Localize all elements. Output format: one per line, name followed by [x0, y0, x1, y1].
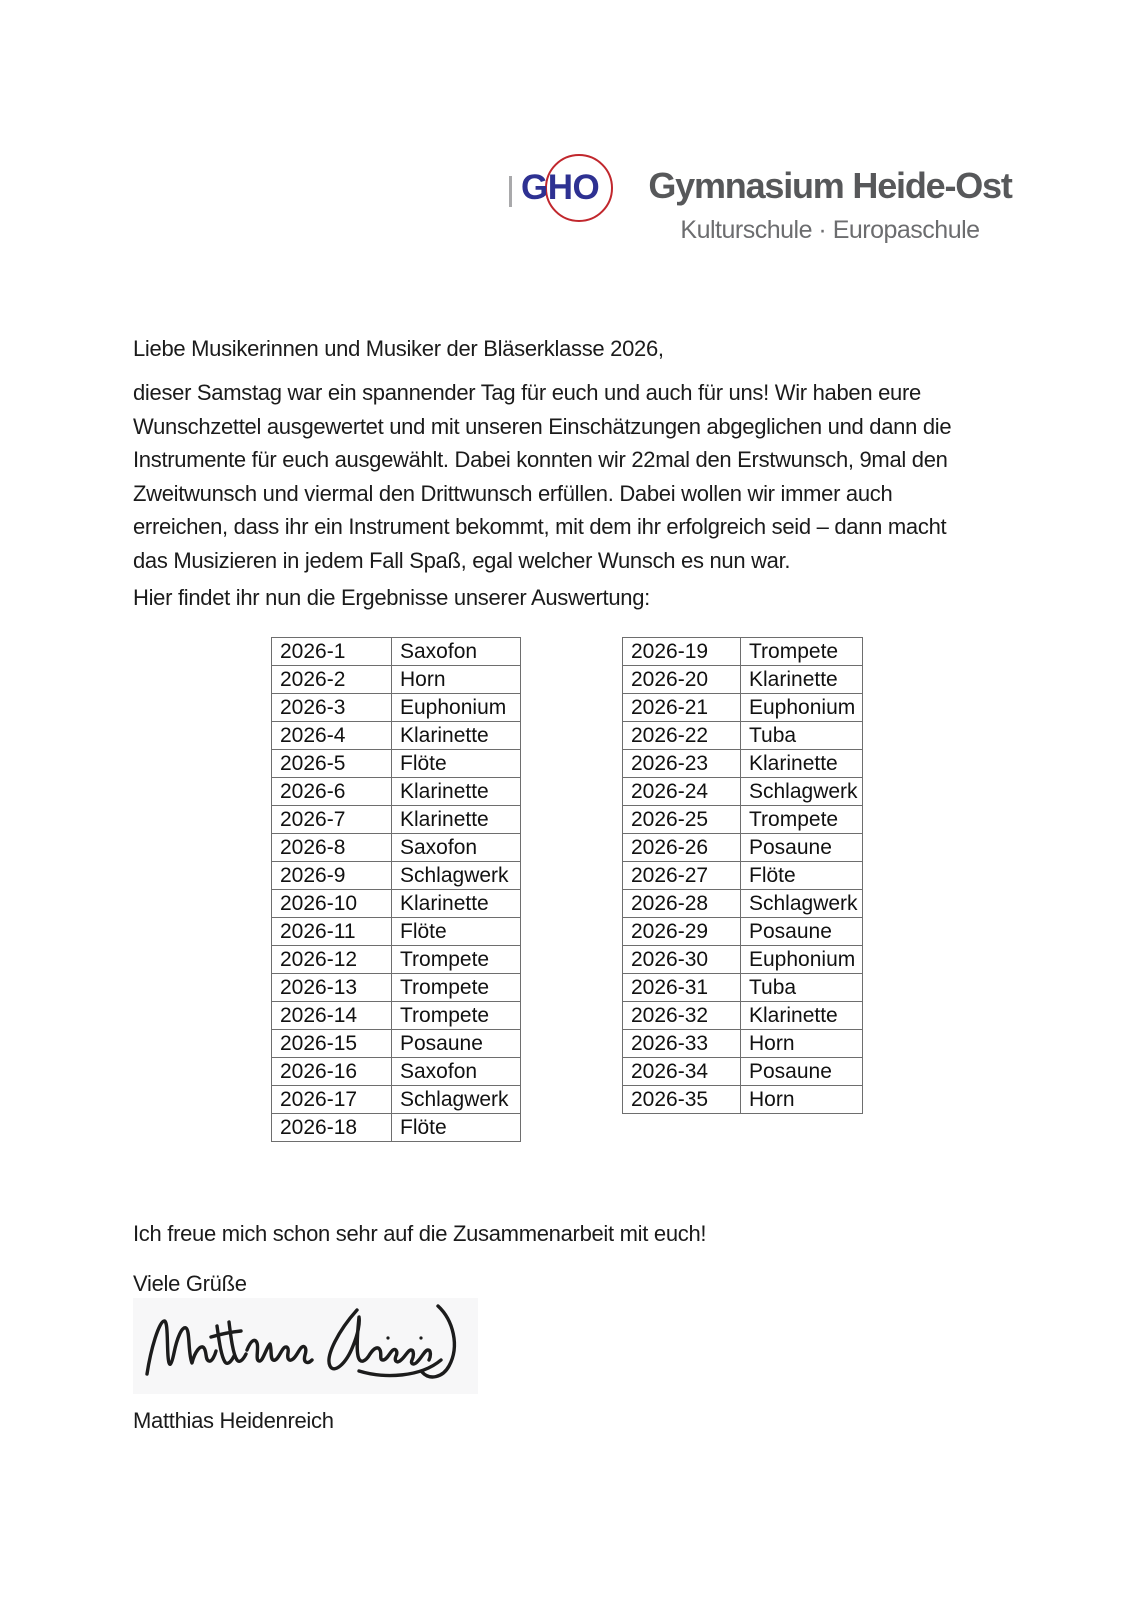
table-row — [623, 974, 863, 1002]
instrument-cell: Flöte — [392, 750, 521, 778]
paragraph-line: Wunschzettel ausgewertet und mit unseren Einschätzungen abgeglichen und dann die — [133, 413, 952, 439]
table-row — [272, 862, 521, 890]
instrument-cell: Schlagwerk — [392, 1086, 521, 1114]
student-id-cell: 2026-21 — [623, 694, 741, 722]
paragraph-line: Zweitwunsch und viermal den Drittwunsch erfüllen. Dabei wollen wir immer auch — [133, 480, 893, 506]
instrument-cell: Schlagwerk — [741, 778, 863, 806]
instrument-cell: Horn — [392, 666, 521, 694]
body-paragraph — [133, 376, 951, 577]
student-id-cell: 2026-2 — [272, 666, 392, 694]
table-row — [272, 918, 521, 946]
logo-divider-bar — [509, 176, 512, 207]
instrument-cell: Trompete — [392, 946, 521, 974]
instrument-cell: Trompete — [741, 806, 863, 834]
table-row — [272, 834, 521, 862]
instrument-cell: Klarinette — [392, 722, 521, 750]
table-row — [272, 1058, 521, 1086]
salutation: Liebe Musikerinnen und Musiker der Bläserklasse 2026, — [133, 336, 664, 361]
table-row — [623, 722, 863, 750]
table-row — [272, 778, 521, 806]
student-id-cell: 2026-32 — [623, 1002, 741, 1030]
table-row — [623, 918, 863, 946]
table-row — [623, 834, 863, 862]
student-id-cell: 2026-14 — [272, 1002, 392, 1030]
student-id-cell: 2026-26 — [623, 834, 741, 862]
instrument-cell: Horn — [741, 1030, 863, 1058]
instrument-cell: Trompete — [741, 638, 863, 666]
student-id-cell: 2026-35 — [623, 1086, 741, 1114]
table-row — [623, 750, 863, 778]
instrument-cell: Tuba — [741, 722, 863, 750]
table-row — [272, 694, 521, 722]
instrument-cell: Posaune — [392, 1030, 521, 1058]
instrument-cell: Posaune — [741, 918, 863, 946]
student-id-cell: 2026-3 — [272, 694, 392, 722]
student-id-cell: 2026-33 — [623, 1030, 741, 1058]
student-id-cell: 2026-7 — [272, 806, 392, 834]
student-id-cell: 2026-17 — [272, 1086, 392, 1114]
instrument-cell: Klarinette — [741, 750, 863, 778]
table-row — [623, 1058, 863, 1086]
regards-line: Viele Grüße — [133, 1271, 247, 1296]
table-row — [272, 1030, 521, 1058]
instrument-cell: Flöte — [741, 862, 863, 890]
table-row — [272, 666, 521, 694]
paragraph-line: dieser Samstag war ein spannender Tag für euch und auch für uns! Wir haben eure — [133, 380, 921, 405]
instrument-cell: Klarinette — [392, 778, 521, 806]
logo-acronym: GHO — [521, 168, 600, 207]
table-row — [623, 946, 863, 974]
instrument-cell: Klarinette — [392, 890, 521, 918]
instrument-cell: Schlagwerk — [392, 862, 521, 890]
student-id-cell: 2026-12 — [272, 946, 392, 974]
student-id-cell: 2026-34 — [623, 1058, 741, 1086]
assignments-table-left — [271, 637, 521, 1142]
table-row — [623, 694, 863, 722]
instrument-cell: Flöte — [392, 918, 521, 946]
student-id-cell: 2026-23 — [623, 750, 741, 778]
instrument-cell: Euphonium — [741, 694, 863, 722]
table-row — [623, 666, 863, 694]
paragraph-line: erreichen, dass ihr ein Instrument bekommt, mit dem ihr erfolgreich seid – dann macht — [133, 514, 947, 539]
table-row — [623, 1002, 863, 1030]
student-id-cell: 2026-31 — [623, 974, 741, 1002]
instrument-cell: Flöte — [392, 1114, 521, 1142]
table-row — [272, 946, 521, 974]
paragraph-line: das Musizieren in jedem Fall Spaß, egal welcher Wunsch es nun war. — [133, 547, 791, 573]
school-subtitle: Kulturschule · Europaschule — [680, 216, 980, 244]
student-id-cell: 2026-25 — [623, 806, 741, 834]
student-id-cell: 2026-5 — [272, 750, 392, 778]
table-row — [623, 862, 863, 890]
instrument-cell: Saxofon — [392, 638, 521, 666]
table-row — [272, 974, 521, 1002]
student-id-cell: 2026-16 — [272, 1058, 392, 1086]
instrument-cell: Klarinette — [392, 806, 521, 834]
instrument-cell: Saxofon — [392, 834, 521, 862]
table-row — [623, 890, 863, 918]
instrument-cell: Tuba — [741, 974, 863, 1002]
table-row — [272, 1114, 521, 1142]
student-id-cell: 2026-29 — [623, 918, 741, 946]
student-id-cell: 2026-11 — [272, 918, 392, 946]
student-id-cell: 2026-6 — [272, 778, 392, 806]
instrument-cell: Euphonium — [741, 946, 863, 974]
assignments-table-right — [622, 637, 863, 1114]
table-row — [272, 1002, 521, 1030]
instrument-cell: Euphonium — [392, 694, 521, 722]
student-id-cell: 2026-30 — [623, 946, 741, 974]
student-id-cell: 2026-4 — [272, 722, 392, 750]
instrument-cell: Trompete — [392, 1002, 521, 1030]
instrument-cell: Saxofon — [392, 1058, 521, 1086]
student-id-cell: 2026-27 — [623, 862, 741, 890]
school-name-block — [644, 165, 1016, 244]
table-row — [272, 638, 521, 666]
table-row — [272, 890, 521, 918]
signer-name: Matthias Heidenreich — [133, 1408, 334, 1433]
instrument-cell: Horn — [741, 1086, 863, 1114]
student-id-cell: 2026-9 — [272, 862, 392, 890]
closing-line: Ich freue mich schon sehr auf die Zusammenarbeit mit euch! — [133, 1221, 707, 1246]
table-intro: Hier findet ihr nun die Ergebnisse unserer Auswertung: — [133, 585, 650, 610]
signature-image — [133, 1298, 478, 1394]
student-id-cell: 2026-20 — [623, 666, 741, 694]
instrument-cell: Klarinette — [741, 1002, 863, 1030]
table-row — [623, 778, 863, 806]
table-row — [272, 1086, 521, 1114]
student-id-cell: 2026-18 — [272, 1114, 392, 1142]
student-id-cell: 2026-15 — [272, 1030, 392, 1058]
table-row — [623, 1086, 863, 1114]
paragraph-line: Instrumente für euch ausgewählt. Dabei konnten wir 22mal den Erstwunsch, 9mal den — [133, 447, 948, 472]
student-id-cell: 2026-10 — [272, 890, 392, 918]
table-row — [623, 1030, 863, 1058]
table-row — [623, 806, 863, 834]
school-title: Gymnasium Heide-Ost — [648, 165, 1012, 206]
student-id-cell: 2026-13 — [272, 974, 392, 1002]
table-row — [272, 750, 521, 778]
instrument-cell: Posaune — [741, 1058, 863, 1086]
table-row — [272, 722, 521, 750]
instrument-cell: Schlagwerk — [741, 890, 863, 918]
student-id-cell: 2026-28 — [623, 890, 741, 918]
instrument-cell: Klarinette — [741, 666, 863, 694]
student-id-cell: 2026-8 — [272, 834, 392, 862]
student-id-cell: 2026-1 — [272, 638, 392, 666]
table-row — [272, 806, 521, 834]
instrument-cell: Trompete — [392, 974, 521, 1002]
student-id-cell: 2026-19 — [623, 638, 741, 666]
table-row — [623, 638, 863, 666]
student-id-cell: 2026-24 — [623, 778, 741, 806]
instrument-cell: Posaune — [741, 834, 863, 862]
student-id-cell: 2026-22 — [623, 722, 741, 750]
